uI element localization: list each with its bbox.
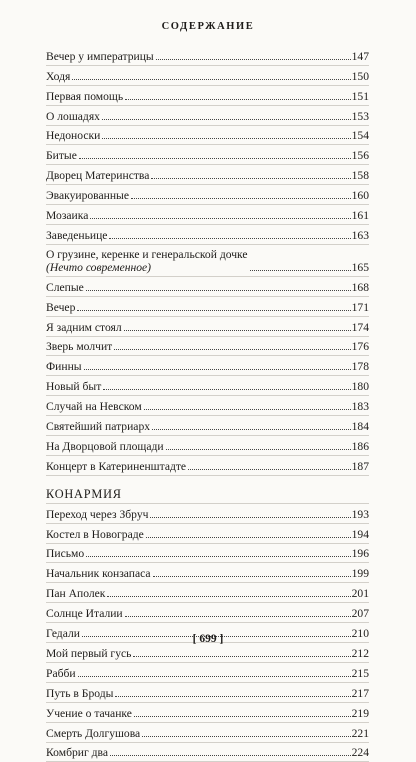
toc-entry [46,643,369,663]
dot-leader [114,349,350,350]
toc-entry [46,376,369,396]
dot-leader [102,138,350,139]
toc-entry-title: Учение о тачанке [46,708,132,720]
toc-entry-page: 174 [352,322,369,334]
toc-entry-page: 187 [352,461,369,473]
dot-leader [115,696,350,697]
toc-entry-title: Мой первый гусь [46,648,131,660]
toc-entry [46,317,369,337]
toc-entry-title: Заведеньице [46,230,107,242]
toc-entry-title-wrapper [46,249,248,274]
toc-entry [46,46,369,66]
toc-entry-title: Зверь молчит [46,341,112,353]
toc-entry-title: Ходя [46,71,70,83]
toc-entry-page: 151 [352,91,369,103]
toc-entry-page: 154 [352,130,369,142]
toc-entry-title: Битые [46,150,77,162]
toc-entry-two-line [46,245,369,277]
section-heading: КОНАРМИЯ [46,485,369,504]
toc-entry-title: Рабби [46,668,76,680]
dot-leader [133,656,350,657]
toc-entry-page: 199 [352,568,369,580]
toc-entry-title: О лошадях [46,111,100,123]
toc-entry-title: Вечер у императрицы [46,51,154,63]
toc-entry [46,743,369,762]
toc-entry-title: На Дворцовой площади [46,441,164,453]
toc-entry-page: 156 [352,150,369,162]
toc-entry-page: 193 [352,509,369,521]
toc-entry [46,683,369,703]
toc-entry-page: 210 [352,628,369,640]
table-of-contents [46,46,369,762]
toc-entry-page: 163 [352,230,369,242]
toc-group-1 [46,46,369,476]
dot-leader [72,79,350,80]
toc-entry [46,723,369,743]
toc-entry-title: Святейший патриарх [46,421,150,433]
dot-leader [124,330,351,331]
toc-entry-page: 150 [352,71,369,83]
toc-entry [46,583,369,603]
toc-entry [46,185,369,205]
toc-entry [46,603,369,623]
toc-entry [46,165,369,185]
toc-entry-page: 217 [352,688,369,700]
toc-entry-page: 171 [352,302,369,314]
toc-entry-title: Солнце Италии [46,608,123,620]
dot-leader [77,310,350,311]
dot-leader [250,270,351,271]
page-number: [ 699 ] [0,633,416,645]
toc-entry-title: Переход через Збруч [46,509,148,521]
toc-entry-title: Дворец Материнства [46,170,149,182]
toc-entry [46,544,369,564]
dot-leader [131,198,351,199]
dot-leader [78,676,351,677]
toc-entry-title: Путь в Броды [46,688,113,700]
dot-leader [86,556,350,557]
toc-entry [46,663,369,683]
toc-entry [46,436,369,456]
dot-leader [152,429,351,430]
toc-entry [46,145,369,165]
toc-entry-page: 165 [352,262,369,274]
toc-entry-title: Недоноски [46,130,100,142]
dot-leader [79,158,351,159]
toc-entry [46,66,369,86]
dot-leader [188,469,351,470]
toc-entry-page: 180 [352,381,369,393]
toc-entry-page: 186 [352,441,369,453]
toc-entry-page: 160 [352,190,369,202]
dot-leader [134,716,351,717]
toc-entry-subtitle: (Нечто современное) [46,262,248,274]
toc-entry-title: Письмо [46,548,84,560]
toc-entry [46,337,369,357]
toc-entry-page: 168 [352,282,369,294]
toc-entry-page: 158 [352,170,369,182]
toc-entry-title: Комбриг два [46,747,108,759]
dot-leader [86,290,351,291]
toc-entry-page: 147 [352,51,369,63]
dot-leader [146,537,351,538]
toc-entry-page: 212 [352,648,369,660]
toc-entry [46,86,369,106]
toc-entry-title: Смерть Долгушова [46,728,140,740]
page-header-title: СОДЕРЖАНИЕ [0,21,416,32]
toc-entry-title: Эвакуированные [46,190,129,202]
toc-entry [46,703,369,723]
toc-entry-page: 153 [352,111,369,123]
dot-leader [107,596,350,597]
toc-entry-title: Концерт в Катериненштадте [46,461,186,473]
dot-leader [90,218,350,219]
toc-entry-title: О грузине, керенке и генеральской дочке [46,248,248,261]
toc-entry-title: Пан Аполек [46,588,105,600]
dot-leader [151,178,350,179]
dot-leader [153,576,351,577]
toc-entry-page: 161 [352,210,369,222]
toc-entry-page: 224 [352,747,369,759]
toc-entry-page: 194 [352,529,369,541]
toc-entry-title: Гедали [46,628,80,640]
dot-leader [125,99,350,100]
toc-entry [46,106,369,126]
toc-entry [46,563,369,583]
dot-leader [150,517,350,518]
toc-entry-title: Слепые [46,282,84,294]
toc-entry-page: 215 [352,668,369,680]
toc-entry-page: 196 [352,548,369,560]
dot-leader [142,736,350,737]
toc-entry [46,126,369,146]
toc-entry-title: Вечер [46,302,75,314]
toc-entry-page: 178 [352,361,369,373]
dot-leader [156,59,351,60]
toc-entry-title: Первая помощь [46,91,123,103]
toc-entry-title: Костел в Новограде [46,529,144,541]
toc-entry-page: 184 [352,421,369,433]
dot-leader [103,389,350,390]
toc-entry-page: 201 [352,588,369,600]
dot-leader [84,369,351,370]
toc-entry [46,524,369,544]
toc-entry [46,396,369,416]
toc-entry [46,356,369,376]
toc-entry-page: 176 [352,341,369,353]
dot-leader [109,238,350,239]
toc-entry [46,416,369,436]
toc-entry-title: Новый быт [46,381,101,393]
toc-entry [46,456,369,476]
dot-leader [144,409,351,410]
toc-entry-title: Начальник конзапаса [46,568,151,580]
toc-entry-title: Финны [46,361,82,373]
dot-leader [125,616,351,617]
toc-entry-title: Мозаика [46,210,88,222]
dot-leader [110,755,351,756]
toc-entry-title: Случай на Невском [46,401,142,413]
toc-entry-page: 221 [352,728,369,740]
toc-entry [46,297,369,317]
dot-leader [102,119,351,120]
toc-entry [46,225,369,245]
toc-entry-page: 207 [352,608,369,620]
dot-leader [166,449,351,450]
toc-entry-page: 219 [352,708,369,720]
toc-entry [46,277,369,297]
toc-entry [46,205,369,225]
toc-entry-title: Я задним стоял [46,322,122,334]
toc-entry-page: 183 [352,401,369,413]
toc-entry [46,504,369,524]
